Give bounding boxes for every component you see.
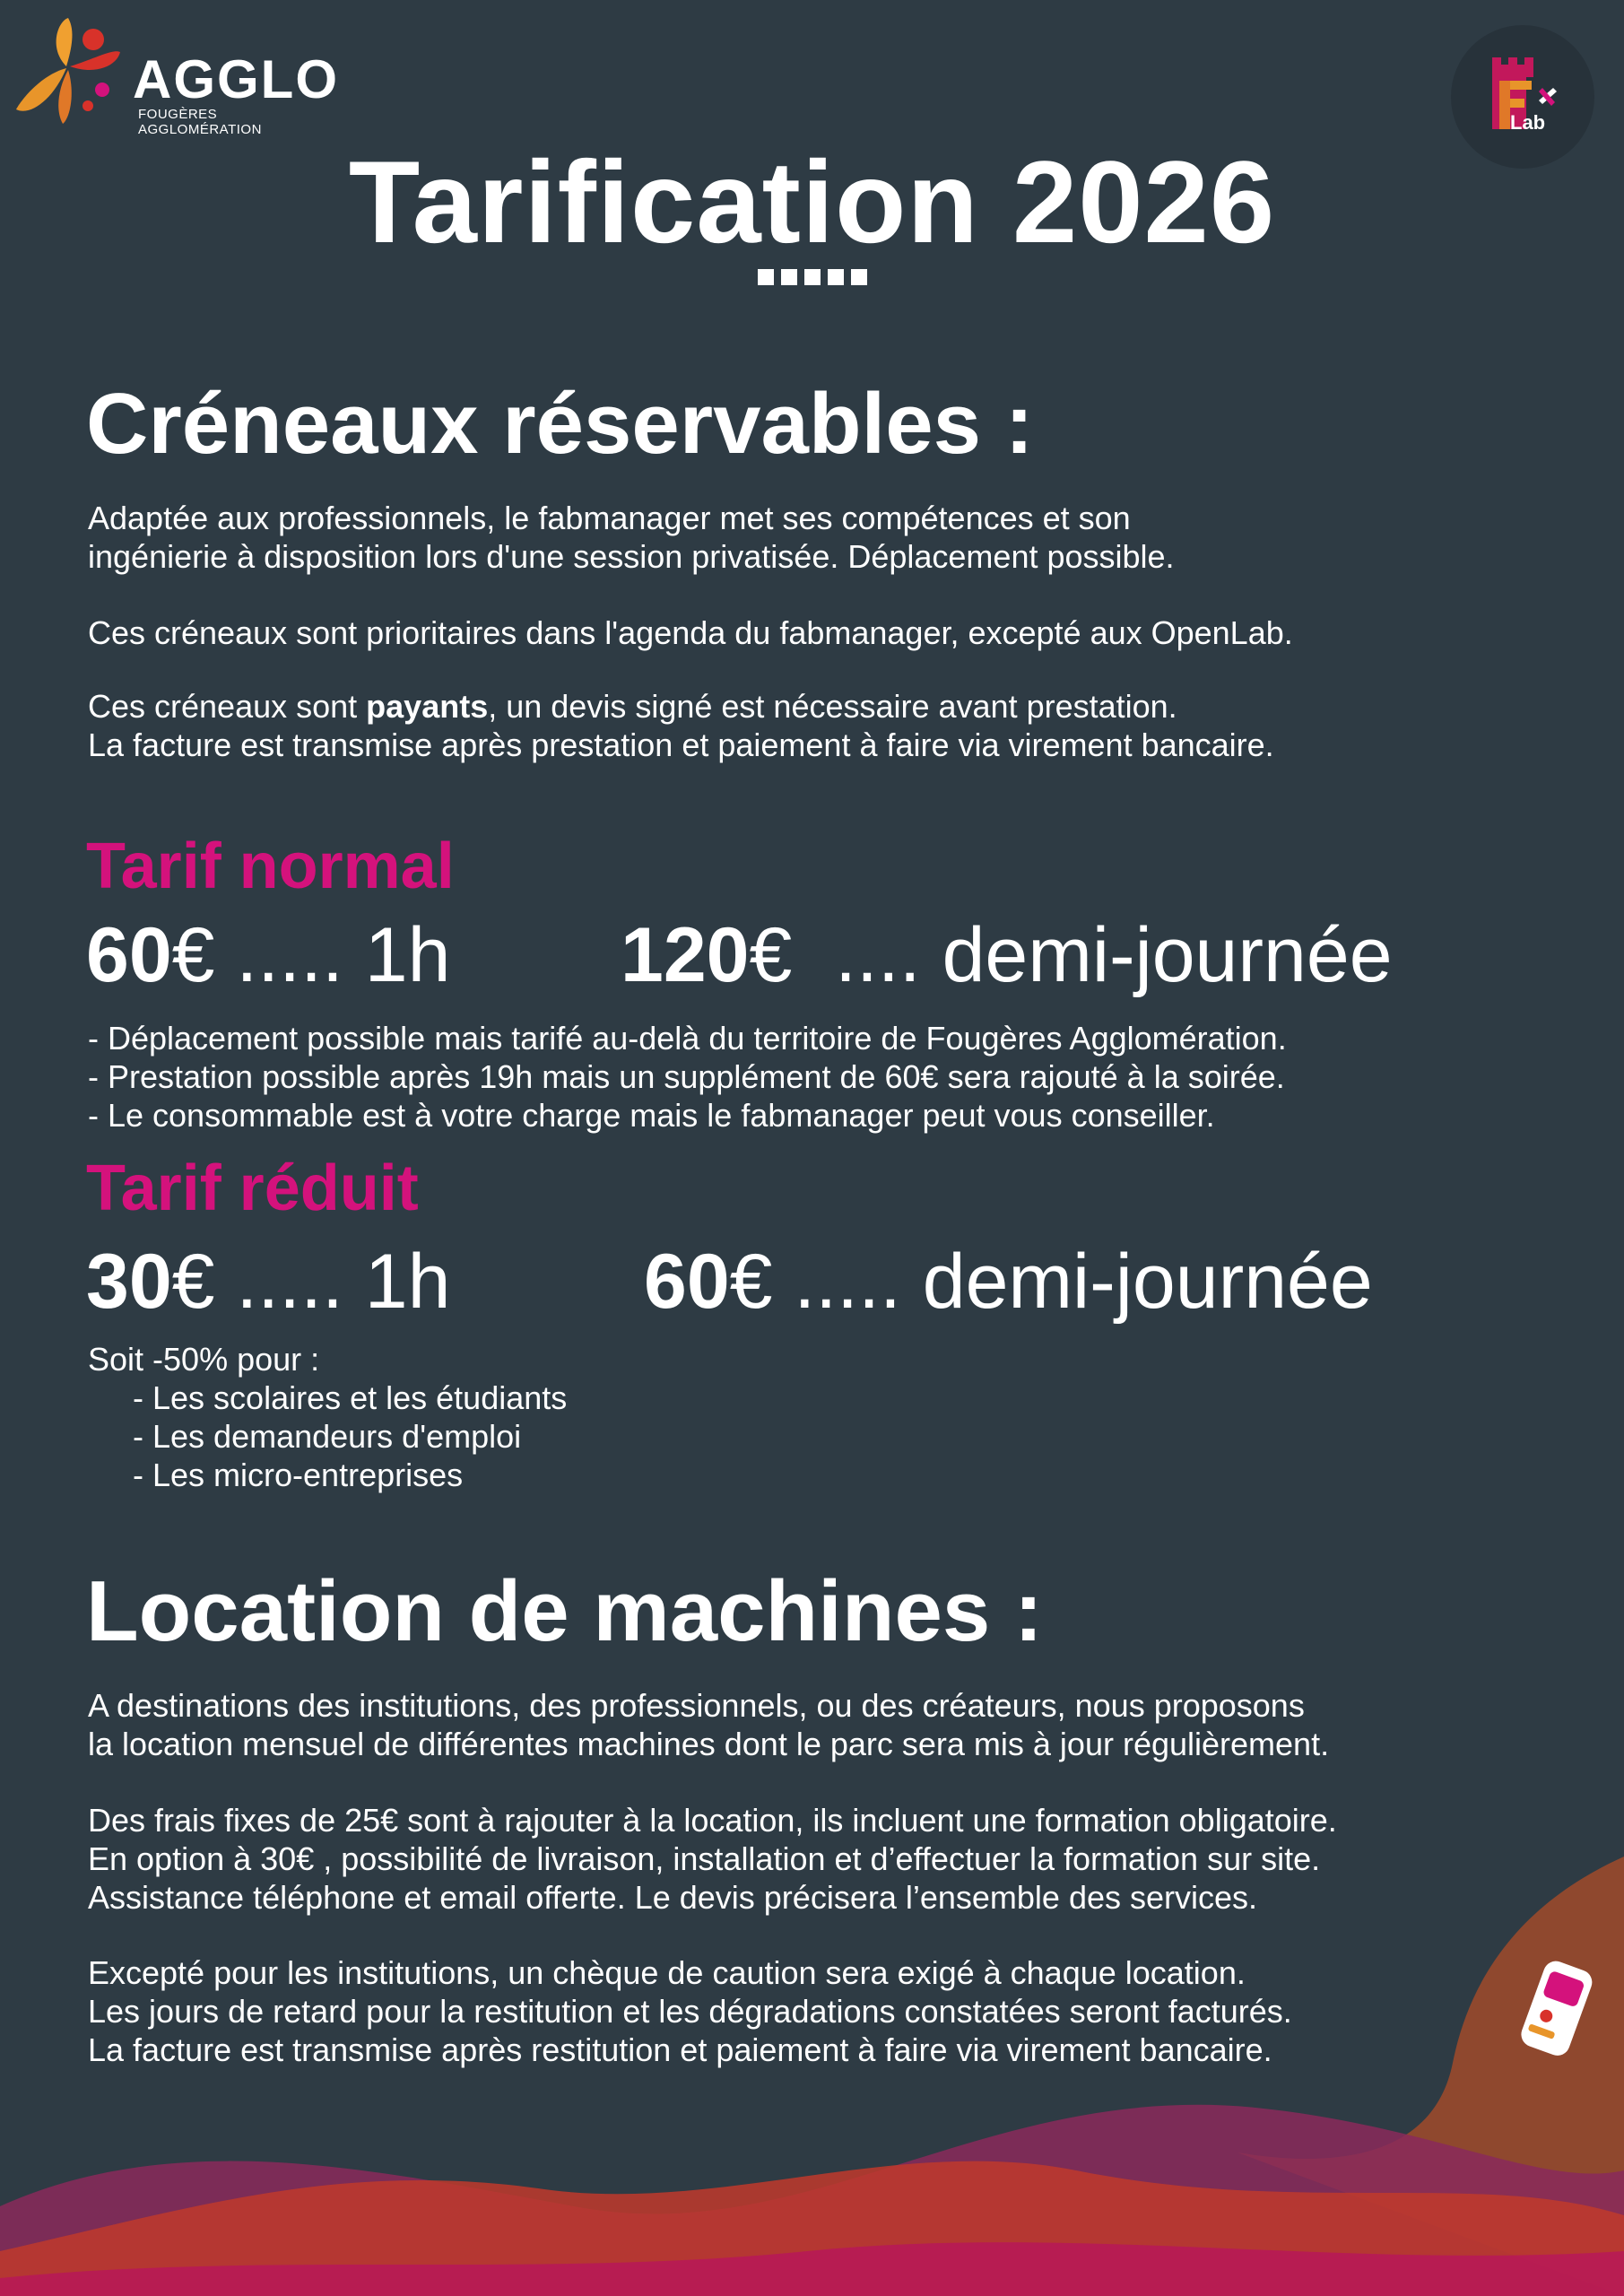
agglo-logo-mark-icon bbox=[13, 13, 129, 129]
phone-icon bbox=[1517, 1955, 1598, 2072]
tarif-normal-label: Tarif normal bbox=[86, 831, 455, 902]
page-title: Tarification 2026 bbox=[348, 136, 1276, 267]
tarif-reduit-label: Tarif réduit bbox=[86, 1152, 419, 1224]
tarif-reduit-half-day-unit: € ..... demi-journée bbox=[729, 1239, 1373, 1325]
creneaux-para-3-start: Ces créneaux sont bbox=[88, 688, 367, 725]
tarif-normal-half-day-amount: 120 bbox=[621, 912, 750, 998]
tarif-reduit-half-day-amount: 60 bbox=[644, 1239, 730, 1325]
tarif-reduit-notes: Soit -50% pour : - Les scolaires et les étudiants - Les demandeurs d'emploi - Les micro-entreprises bbox=[88, 1341, 568, 1493]
creneaux-para-3-end: , un devis signé est nécessaire avant prestation. La facture est transmise après prestation et paiement à faire via virement bancaire. bbox=[88, 688, 1274, 763]
creneaux-heading: Créneaux réservables : bbox=[86, 376, 1034, 472]
agglo-logo-word: AGGLO bbox=[133, 49, 339, 109]
agglo-logo-subtitle: FOUGÈRES AGGLOMÉRATION bbox=[138, 107, 262, 137]
creneaux-para-2: Ces créneaux sont prioritaires dans l'agenda du fabmanager, excepté aux OpenLab. bbox=[88, 614, 1293, 651]
flab-logo-sub: Lab bbox=[1510, 111, 1546, 134]
creneaux-para-1: Adaptée aux professionnels, le fabmanager met ses compétences et son ingénierie à disposition lors d'une session privatisée. Déplacement possible. bbox=[88, 500, 1175, 575]
tarif-normal-notes: - Déplacement possible mais tarifé au-delà du territoire de Fougères Agglomération. - Prestation possible après 19h mais un supplément de 60€ sera rajouté à la soirée. - Le consommable est à votre charge mais le fabmanager peut vous conseiller. bbox=[88, 1020, 1287, 1134]
creneaux-para-3-bold: payants bbox=[366, 688, 489, 725]
tarif-reduit-hour-unit: € ..... 1h bbox=[171, 1239, 451, 1325]
location-para-2: Des frais fixes de 25€ sont à rajouter à la location, ils incluent une formation obligatoire. En option à 30€ , possibilité de livraison, installation et d’effectuer la formation sur site. Assistance téléphone et email offerte. Le devis précisera l’ensemble des services. bbox=[88, 1802, 1337, 1916]
creneaux-para-3 bbox=[88, 687, 1274, 764]
decorative-waves bbox=[0, 1830, 1624, 2296]
agglo-logo bbox=[13, 13, 339, 137]
tarif-normal-hour-price bbox=[86, 911, 450, 1000]
tarif-reduit-hour-amount: 30 bbox=[86, 1239, 172, 1325]
title-dots-divider bbox=[0, 269, 1624, 290]
tarif-reduit-hour-price bbox=[86, 1238, 450, 1326]
location-para-3: Excepté pour les institutions, un chèque de caution sera exigé à chaque location. Les jours de retard pour la restitution et les dégradations constatées seront facturés. La facture est transmise après restitution et paiement à faire via virement bancaire. bbox=[88, 1954, 1292, 2068]
location-para-1: A destinations des institutions, des professionnels, ou des créateurs, nous proposons la location mensuel de différentes machines dont le parc sera mis à jour régulièrement. bbox=[88, 1687, 1330, 1762]
tarif-normal-hour-unit: € ..... 1h bbox=[171, 912, 451, 998]
location-heading: Location de machines : bbox=[86, 1563, 1043, 1659]
tarif-normal-half-day-unit: € .... demi-journée bbox=[749, 912, 1393, 998]
tarif-normal-hour-amount: 60 bbox=[86, 912, 172, 998]
tarif-reduit-half-day-price bbox=[644, 1238, 1373, 1326]
tarif-normal-half-day-price bbox=[621, 911, 1393, 1000]
